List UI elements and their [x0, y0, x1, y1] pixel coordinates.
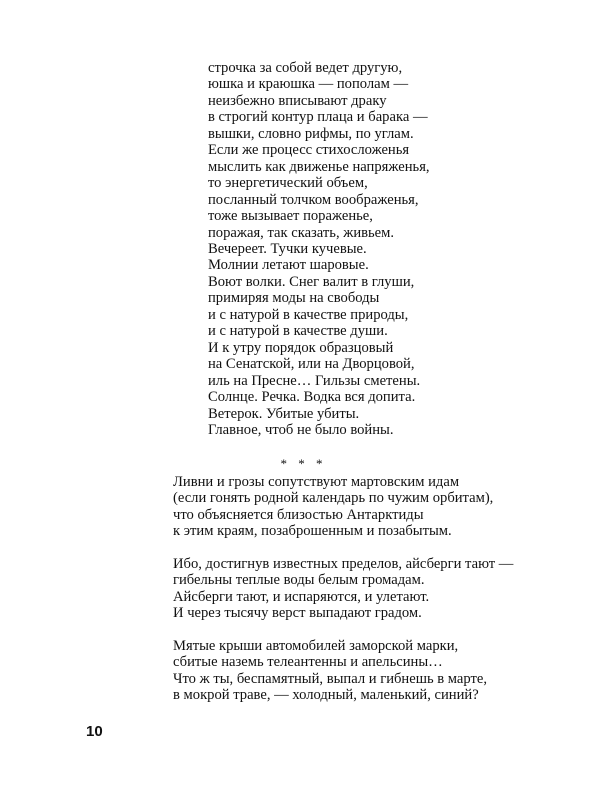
- poem-two: [173, 474, 513, 719]
- poem-line: сбитые наземь телеантенны и апельсины…: [173, 654, 443, 671]
- stanza: [173, 474, 513, 540]
- poem-line: Молнии летают шаровые.: [208, 257, 369, 274]
- poem-line: (если гонять родной календарь по чужим орбитам),: [173, 490, 494, 507]
- poem-line: поражая, так сказать, живьем.: [208, 224, 395, 241]
- section-separator: * * *: [280, 456, 327, 471]
- poem-line: примиряя моды на свободы: [208, 290, 380, 307]
- poem-line: И к утру порядок образцовый: [208, 339, 394, 356]
- poem-line: Если же процесс стихосложенья: [208, 142, 410, 159]
- poem-line: тоже вызывает пораженье,: [208, 208, 373, 225]
- poem-line: гибельны теплые воды белым громадам.: [173, 572, 425, 589]
- poem-line: юшка и краюшка — пополам —: [208, 76, 409, 93]
- poem-line: иль на Пресне… Гильзы сметены.: [208, 372, 421, 389]
- poem-line: к этим краям, позаброшенным и позабытым.: [173, 523, 452, 540]
- poem-line: в мокрой траве, — холодный, маленький, синий?: [173, 686, 479, 703]
- poem-line: и с натурой в качестве души.: [208, 323, 388, 340]
- poem-line: в строгий контур плаца и барака —: [208, 109, 428, 126]
- poem-line: и с натурой в качестве природы,: [208, 306, 409, 323]
- poem-line: Ливни и грозы сопутствуют мартовским идам: [173, 474, 460, 490]
- poem-line: вышки, словно рифмы, по углам.: [208, 125, 414, 142]
- poem-line: мыслить как движенье напряженья,: [208, 158, 430, 175]
- poem-line: Ибо, достигнув известных пределов, айсберги тают —: [173, 555, 514, 572]
- poem-line: то энергетический объем,: [208, 175, 368, 192]
- poem-line: строчка за собой ведет другую,: [208, 60, 403, 76]
- poem-line: на Сенатской, или на Дворцовой,: [208, 356, 415, 373]
- poem-line: Воют волки. Снег валит в глуши,: [208, 273, 415, 290]
- poem-line: Солнце. Речка. Водка вся допита.: [208, 389, 416, 406]
- page-number: 10: [86, 723, 103, 740]
- poem-line: Айсберги тают, и испаряются, и улетают.: [173, 588, 430, 605]
- stanza: [173, 638, 513, 704]
- poem-line: И через тысячу верст выпадают градом.: [173, 605, 422, 622]
- poem-line: Ветерок. Убитые убиты.: [208, 405, 360, 422]
- poem-line: Мятые крыши автомобилей заморской марки,: [173, 637, 459, 654]
- poem-line: посланный толчком воображенья,: [208, 191, 419, 208]
- poem-one: [208, 60, 430, 438]
- poem-line: Что ж ты, беспамятный, выпал и гибнешь в марте,: [173, 670, 488, 687]
- poem-line: что объясняется близостью Антарктиды: [173, 506, 424, 523]
- poem-line: неизбежно вписывают драку: [208, 92, 387, 109]
- stanza: [173, 556, 513, 622]
- poem-line: Главное, чтоб не было войны.: [208, 421, 394, 438]
- poem-line: Вечереет. Тучки кучевые.: [208, 240, 367, 257]
